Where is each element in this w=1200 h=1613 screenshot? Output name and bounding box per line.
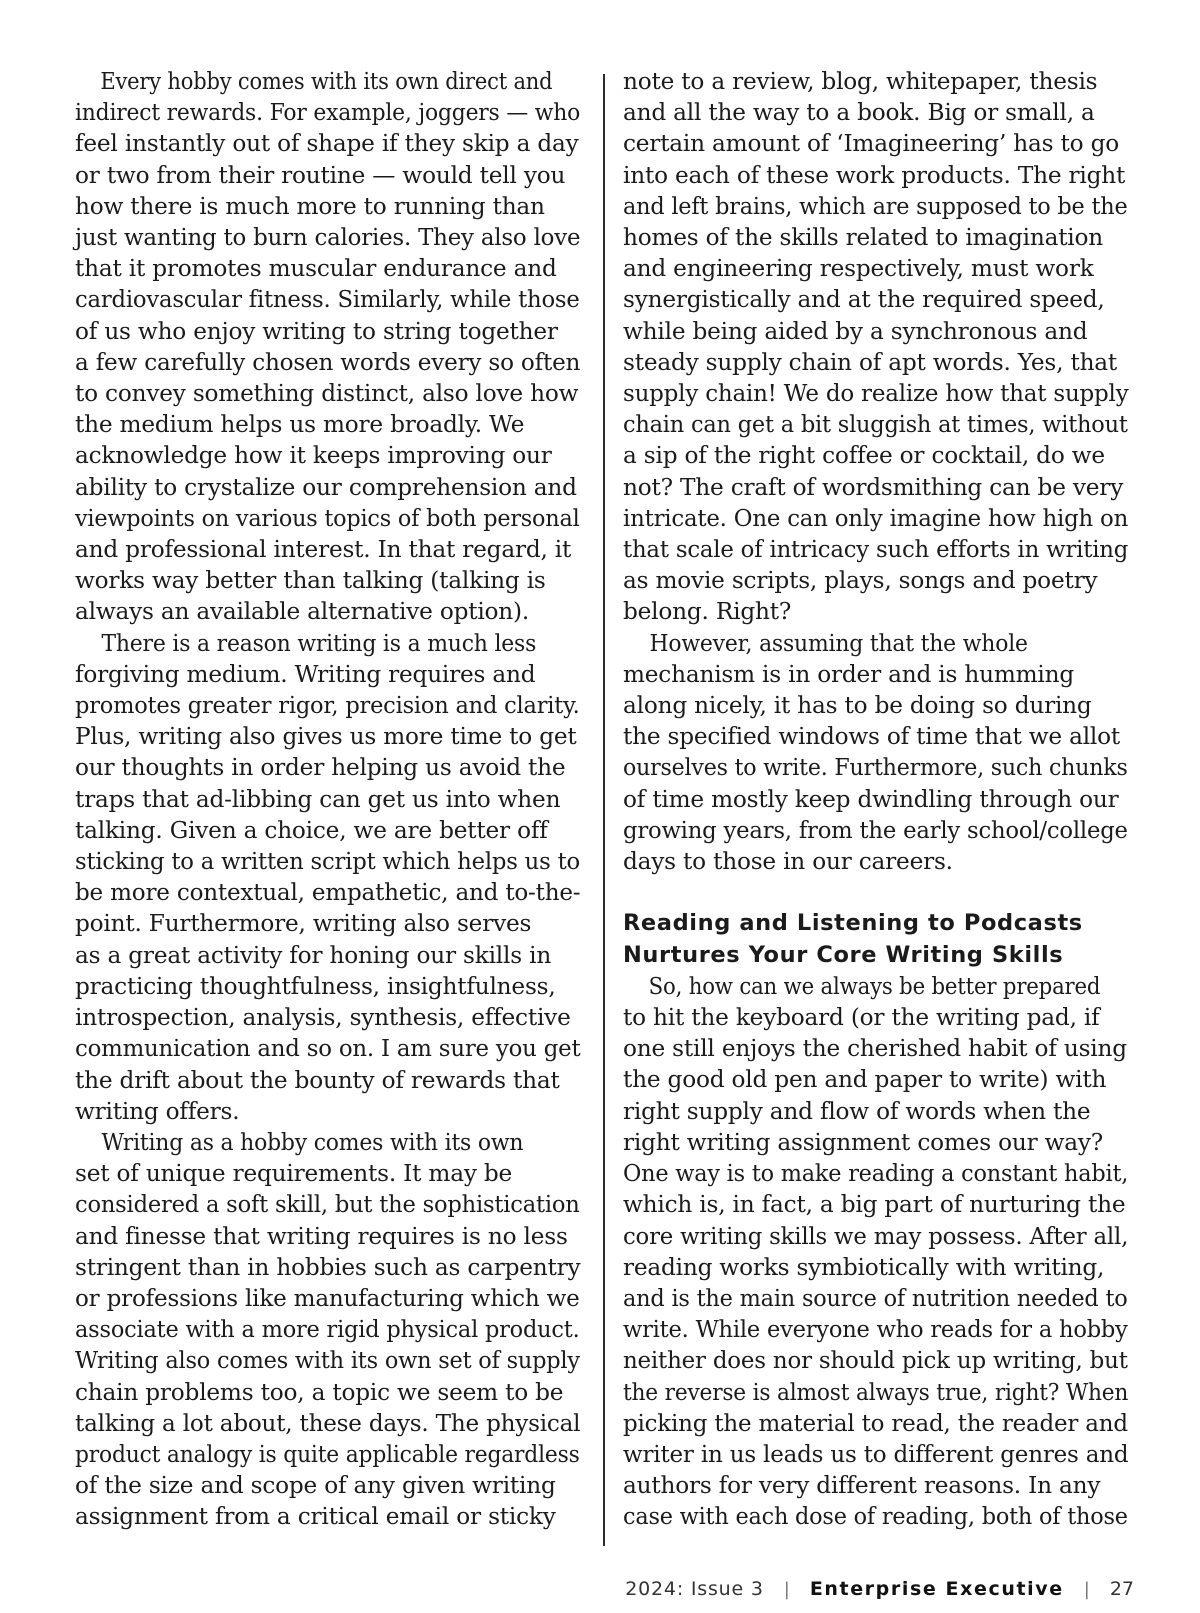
section-heading: Reading and Listening to Podcasts <box>623 910 1083 937</box>
text-line: chain can get a bit sluggish at times, without <box>623 411 1128 439</box>
publication-name: Enterprise Executive <box>809 1578 1064 1600</box>
text-line: to convey something distinct, also love how <box>75 380 579 408</box>
text-line: or two from their routine — would tell you <box>75 161 566 189</box>
text-line: talking. Given a choice, we are better off <box>75 816 548 844</box>
text-line: authors for very different reasons. In any <box>623 1472 1101 1500</box>
text-line: just wanting to burn calories. They also love <box>75 224 581 252</box>
left-column <box>75 66 580 1533</box>
text-line: introspection, analysis, synthesis, effective <box>75 1004 571 1032</box>
text-line: growing years, from the early school/college <box>623 816 1128 844</box>
text-line: and left brains, which are supposed to be the <box>623 192 1128 220</box>
text-line: our thoughts in order helping us avoid the <box>75 754 566 782</box>
text-line: into each of these work products. The right <box>623 161 1126 189</box>
issue-label: 2024: Issue 3 <box>625 1578 764 1600</box>
text-line: communication and so on. I am sure you get <box>75 1035 581 1063</box>
text-line: core writing skills we may possess. After all, <box>623 1222 1129 1250</box>
text-line: neither does nor should pick up writing, but <box>623 1347 1128 1375</box>
text-line: cardiovascular fitness. Similarly, while those <box>75 286 580 314</box>
page-footer <box>625 1578 1134 1600</box>
text-line: the good old pen and paper to write) with <box>623 1066 1107 1094</box>
text-line: Plus, writing also gives us more time to get <box>75 723 577 751</box>
text-line: intricate. One can only imagine how high on <box>623 504 1129 532</box>
text-line: mechanism is in order and is humming <box>623 660 1075 688</box>
text-line: synergistically and at the required speed, <box>623 286 1105 314</box>
text-line: a sip of the right coffee or cocktail, do we <box>623 442 1105 470</box>
text-line: as movie scripts, plays, songs and poetry <box>623 567 1098 595</box>
text-line: chain problems too, a topic we seem to be <box>75 1378 564 1406</box>
text-line: point. Furthermore, writing also serves <box>75 910 532 938</box>
text-line: traps that ad-libbing can get us into when <box>75 785 561 813</box>
text-line: that it promotes muscular endurance and <box>75 255 557 283</box>
text-line: associate with a more rigid physical product. <box>75 1316 580 1344</box>
text-line: acknowledge how it keeps improving our <box>75 442 552 470</box>
text-line: Writing also comes with its own set of supply <box>75 1347 580 1375</box>
section-heading: Nurtures Your Core Writing Skills <box>623 941 1064 968</box>
text-line: always an available alternative option). <box>75 598 530 626</box>
text-line: and all the way to a book. Big or small, a <box>623 99 1095 127</box>
text-line: the medium helps us more broadly. We <box>75 411 525 439</box>
text-line: writer in us leads us to different genres and <box>623 1440 1129 1468</box>
text-line: of us who enjoy writing to string together <box>75 317 558 345</box>
text-line: of the size and scope of any given writing <box>75 1472 556 1500</box>
page-number: 27 <box>1109 1578 1134 1600</box>
text-line: Every hobby comes with its own direct and <box>100 68 553 95</box>
text-line: However, assuming that the whole <box>649 629 1028 657</box>
text-line: along nicely, it has to be doing so during <box>623 692 1092 720</box>
text-line: feel instantly out of shape if they skip a day <box>75 130 579 158</box>
text-line: the reverse is almost always true, right? When <box>623 1378 1129 1406</box>
text-line: steady supply chain of apt words. Yes, that <box>623 348 1118 376</box>
text-line: There is a reason writing is a much less <box>101 629 537 657</box>
text-line: ability to crystalize our comprehension and <box>75 473 577 501</box>
text-line: promotes greater rigor, precision and clarity. <box>75 692 580 720</box>
text-line: belong. Right? <box>623 598 792 626</box>
text-line: product analogy is quite applicable regardless <box>75 1440 580 1468</box>
text-line: assignment from a critical email or sticky <box>75 1503 556 1531</box>
text-line: of time mostly keep dwindling through our <box>623 785 1119 813</box>
text-line: the specified windows of time that we allot <box>623 723 1121 751</box>
text-line: or professions like manufacturing which we <box>75 1284 580 1312</box>
text-line: case with each dose of reading, both of those <box>623 1503 1128 1531</box>
text-line: while being aided by a synchronous and <box>623 317 1088 345</box>
text-line: Writing as a hobby comes with its own <box>101 1128 524 1156</box>
text-line: how there is much more to running than <box>75 192 545 220</box>
text-line: right supply and flow of words when the <box>623 1097 1091 1125</box>
text-line: that scale of intricacy such efforts in writing <box>623 536 1129 564</box>
text-line: forgiving medium. Writing requires and <box>75 660 536 688</box>
text-line: So, how can we always be better prepared <box>648 972 1101 1000</box>
text-line: reading works symbiotically with writing, <box>623 1253 1105 1281</box>
text-line: be more contextual, empathetic, and to-the- <box>75 879 581 907</box>
text-line: write. While everyone who reads for a hobby <box>623 1316 1128 1344</box>
text-line: and engineering respectively, must work <box>623 255 1094 283</box>
text-line: as a great activity for honing our skills in <box>75 941 552 969</box>
text-line: and is the main source of nutrition needed to <box>623 1284 1128 1312</box>
footer-separator: | <box>783 1578 790 1600</box>
text-line: set of unique requirements. It may be <box>75 1160 513 1188</box>
footer-separator: | <box>1083 1578 1090 1600</box>
text-line: indirect rewards. For example, joggers — who <box>75 99 581 127</box>
text-line: One way is to make reading a constant habit, <box>623 1160 1129 1188</box>
text-line: stringent than in hobbies such as carpentry <box>75 1253 581 1281</box>
section-spacer <box>623 877 1128 908</box>
text-line: right writing assignment comes our way? <box>623 1128 1104 1156</box>
text-line: one still enjoys the cherished habit of using <box>623 1035 1127 1063</box>
text-line: and finesse that writing requires is no less <box>75 1222 568 1250</box>
text-line: not? The craft of wordsmithing can be very <box>623 473 1124 501</box>
text-line: supply chain! We do realize how that supply <box>623 380 1129 408</box>
text-line: talking a lot about, these days. The physical <box>75 1409 581 1437</box>
text-line: which is, in fact, a big part of nurturing the <box>623 1191 1126 1219</box>
text-line: viewpoints on various topics of both personal <box>75 504 580 532</box>
column-divider <box>603 74 605 1546</box>
text-line: practicing thoughtfulness, insightfulness, <box>75 972 556 1000</box>
text-line: and professional interest. In that regard, it <box>75 536 572 564</box>
text-line: the drift about the bounty of rewards that <box>75 1066 560 1094</box>
text-line: works way better than talking (talking is <box>75 567 546 595</box>
text-line: a few carefully chosen words every so often <box>75 348 581 376</box>
text-line: writing offers. <box>75 1097 240 1125</box>
right-column <box>623 66 1128 1533</box>
text-line: picking the material to read, the reader and <box>623 1409 1128 1437</box>
text-line: note to a review, blog, whitepaper, thesis <box>623 68 1098 95</box>
text-line: days to those in our careers. <box>623 848 953 876</box>
text-line: sticking to a written script which helps us to <box>75 848 580 876</box>
text-line: considered a soft skill, but the sophistication <box>75 1191 580 1219</box>
text-line: to hit the keyboard (or the writing pad, if <box>623 1004 1100 1032</box>
text-line: ourselves to write. Furthermore, such chunks <box>623 754 1128 782</box>
text-line: homes of the skills related to imagination <box>623 224 1104 252</box>
text-line: certain amount of ‘Imagineering’ has to go <box>623 130 1119 158</box>
